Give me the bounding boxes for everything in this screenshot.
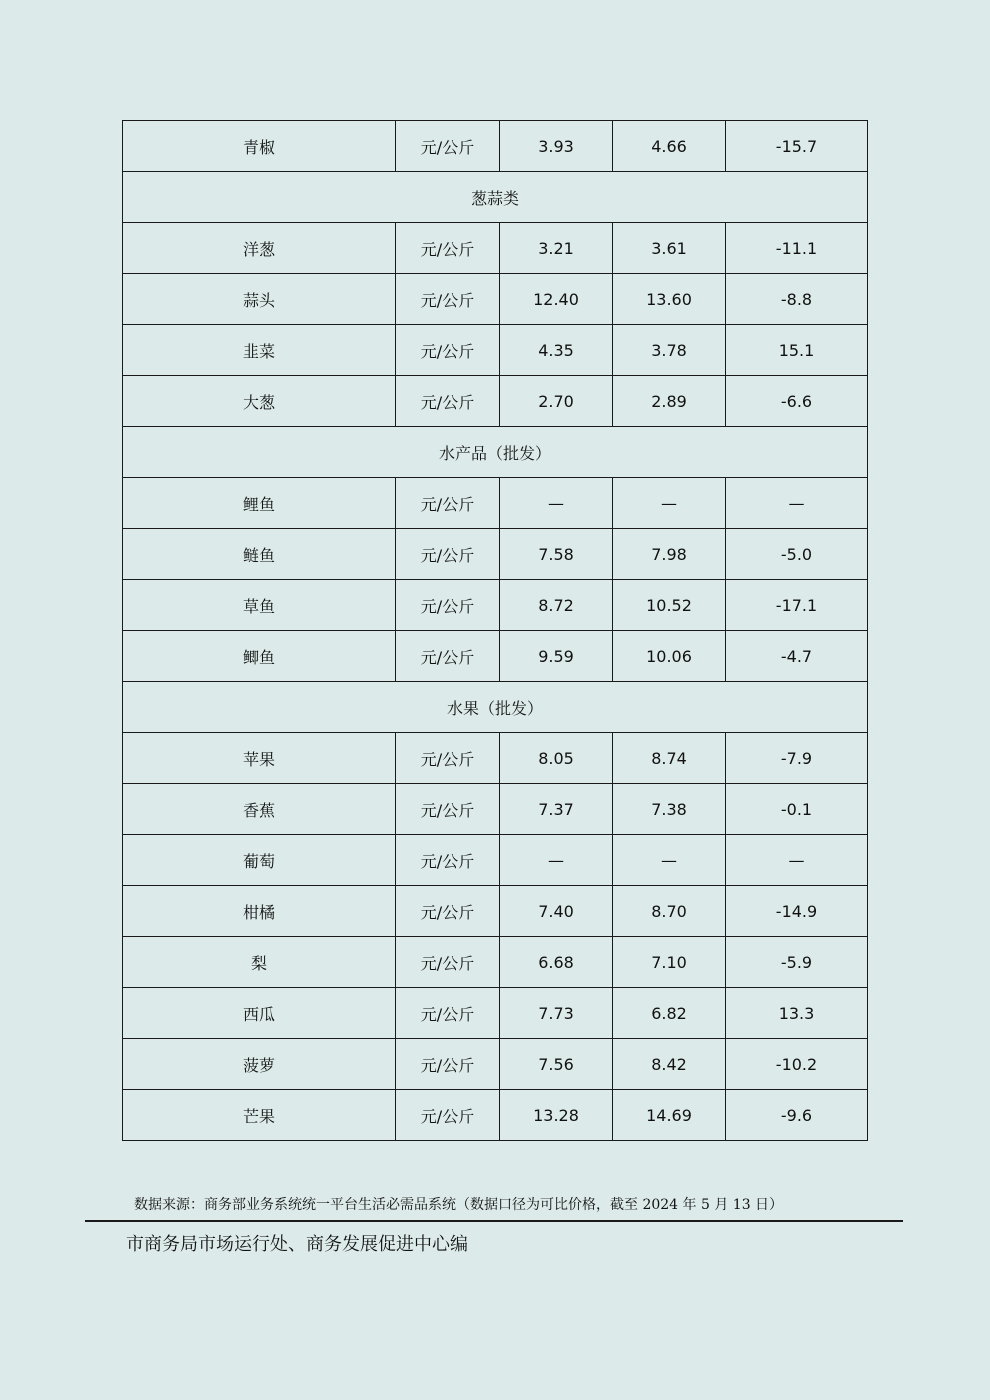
change-percent-cell: — [726,835,868,886]
unit-cell: 元/公斤 [396,733,500,784]
item-name-cell: 鲢鱼 [123,529,396,580]
previous-price-cell: 8.42 [613,1039,726,1090]
unit-cell: 元/公斤 [396,784,500,835]
change-percent-cell: -15.7 [726,121,868,172]
table-row [123,478,868,529]
change-percent-cell: -17.1 [726,580,868,631]
previous-price-cell: 7.38 [613,784,726,835]
current-price-cell: 7.73 [500,988,613,1039]
category-label: 水果（批发） [123,682,868,733]
table-row [123,733,868,784]
change-percent-cell: 15.1 [726,325,868,376]
unit-cell: 元/公斤 [396,886,500,937]
table-row [123,325,868,376]
item-name-cell: 鲫鱼 [123,631,396,682]
unit-cell: 元/公斤 [396,478,500,529]
unit-cell: 元/公斤 [396,937,500,988]
item-name-cell: 柑橘 [123,886,396,937]
current-price-cell: — [500,835,613,886]
previous-price-cell: 7.98 [613,529,726,580]
table-row [123,988,868,1039]
table-row [123,121,868,172]
table-row [123,529,868,580]
table-row [123,580,868,631]
unit-cell: 元/公斤 [396,1039,500,1090]
change-percent-cell: -11.1 [726,223,868,274]
item-name-cell: 青椒 [123,121,396,172]
change-percent-cell: -14.9 [726,886,868,937]
previous-price-cell: 10.06 [613,631,726,682]
table-row [123,937,868,988]
previous-price-cell: 2.89 [613,376,726,427]
current-price-cell: 3.21 [500,223,613,274]
previous-price-cell: 10.52 [613,580,726,631]
current-price-cell: 7.37 [500,784,613,835]
category-label: 葱蒜类 [123,172,868,223]
previous-price-cell: 3.78 [613,325,726,376]
change-percent-cell: -8.8 [726,274,868,325]
footer-divider [85,1220,903,1222]
item-name-cell: 草鱼 [123,580,396,631]
item-name-cell: 葡萄 [123,835,396,886]
current-price-cell: 13.28 [500,1090,613,1141]
table-row [123,1039,868,1090]
current-price-cell: 9.59 [500,631,613,682]
category-label: 水产品（批发） [123,427,868,478]
previous-price-cell: — [613,478,726,529]
change-percent-cell: -9.6 [726,1090,868,1141]
unit-cell: 元/公斤 [396,631,500,682]
data-source-note: 数据来源：商务部业务系统统一平台生活必需品系统（数据口径为可比价格，截至 2024 年 5 月 13 日） [134,1197,784,1213]
table-row [123,274,868,325]
price-table [122,120,868,1141]
item-name-cell: 菠萝 [123,1039,396,1090]
item-name-cell: 鲤鱼 [123,478,396,529]
current-price-cell: 8.05 [500,733,613,784]
unit-cell: 元/公斤 [396,1090,500,1141]
previous-price-cell: 4.66 [613,121,726,172]
current-price-cell: 6.68 [500,937,613,988]
unit-cell: 元/公斤 [396,223,500,274]
item-name-cell: 韭菜 [123,325,396,376]
table-row [123,631,868,682]
change-percent-cell: -5.0 [726,529,868,580]
current-price-cell: 7.40 [500,886,613,937]
table-row [123,1090,868,1141]
table-row [123,886,868,937]
previous-price-cell: 8.70 [613,886,726,937]
category-row [123,427,868,478]
unit-cell: 元/公斤 [396,529,500,580]
table-row [123,223,868,274]
current-price-cell: — [500,478,613,529]
change-percent-cell: -7.9 [726,733,868,784]
table-row [123,835,868,886]
unit-cell: 元/公斤 [396,580,500,631]
change-percent-cell: -5.9 [726,937,868,988]
unit-cell: 元/公斤 [396,835,500,886]
previous-price-cell: 8.74 [613,733,726,784]
change-percent-cell: -6.6 [726,376,868,427]
current-price-cell: 7.58 [500,529,613,580]
current-price-cell: 8.72 [500,580,613,631]
unit-cell: 元/公斤 [396,121,500,172]
item-name-cell: 芒果 [123,1090,396,1141]
previous-price-cell: — [613,835,726,886]
item-name-cell: 蒜头 [123,274,396,325]
previous-price-cell: 14.69 [613,1090,726,1141]
unit-cell: 元/公斤 [396,376,500,427]
previous-price-cell: 3.61 [613,223,726,274]
editor-credit: 市商务局市场运行处、商务发展促进中心编 [126,1234,468,1255]
current-price-cell: 7.56 [500,1039,613,1090]
change-percent-cell: -0.1 [726,784,868,835]
unit-cell: 元/公斤 [396,988,500,1039]
item-name-cell: 西瓜 [123,988,396,1039]
item-name-cell: 大葱 [123,376,396,427]
change-percent-cell: -4.7 [726,631,868,682]
unit-cell: 元/公斤 [396,325,500,376]
current-price-cell: 4.35 [500,325,613,376]
table-row [123,784,868,835]
change-percent-cell: -10.2 [726,1039,868,1090]
current-price-cell: 2.70 [500,376,613,427]
item-name-cell: 洋葱 [123,223,396,274]
item-name-cell: 苹果 [123,733,396,784]
current-price-cell: 12.40 [500,274,613,325]
category-row [123,682,868,733]
item-name-cell: 香蕉 [123,784,396,835]
previous-price-cell: 13.60 [613,274,726,325]
table-row [123,376,868,427]
item-name-cell: 梨 [123,937,396,988]
change-percent-cell: 13.3 [726,988,868,1039]
current-price-cell: 3.93 [500,121,613,172]
unit-cell: 元/公斤 [396,274,500,325]
change-percent-cell: — [726,478,868,529]
previous-price-cell: 6.82 [613,988,726,1039]
table-body [123,121,868,1141]
category-row [123,172,868,223]
previous-price-cell: 7.10 [613,937,726,988]
